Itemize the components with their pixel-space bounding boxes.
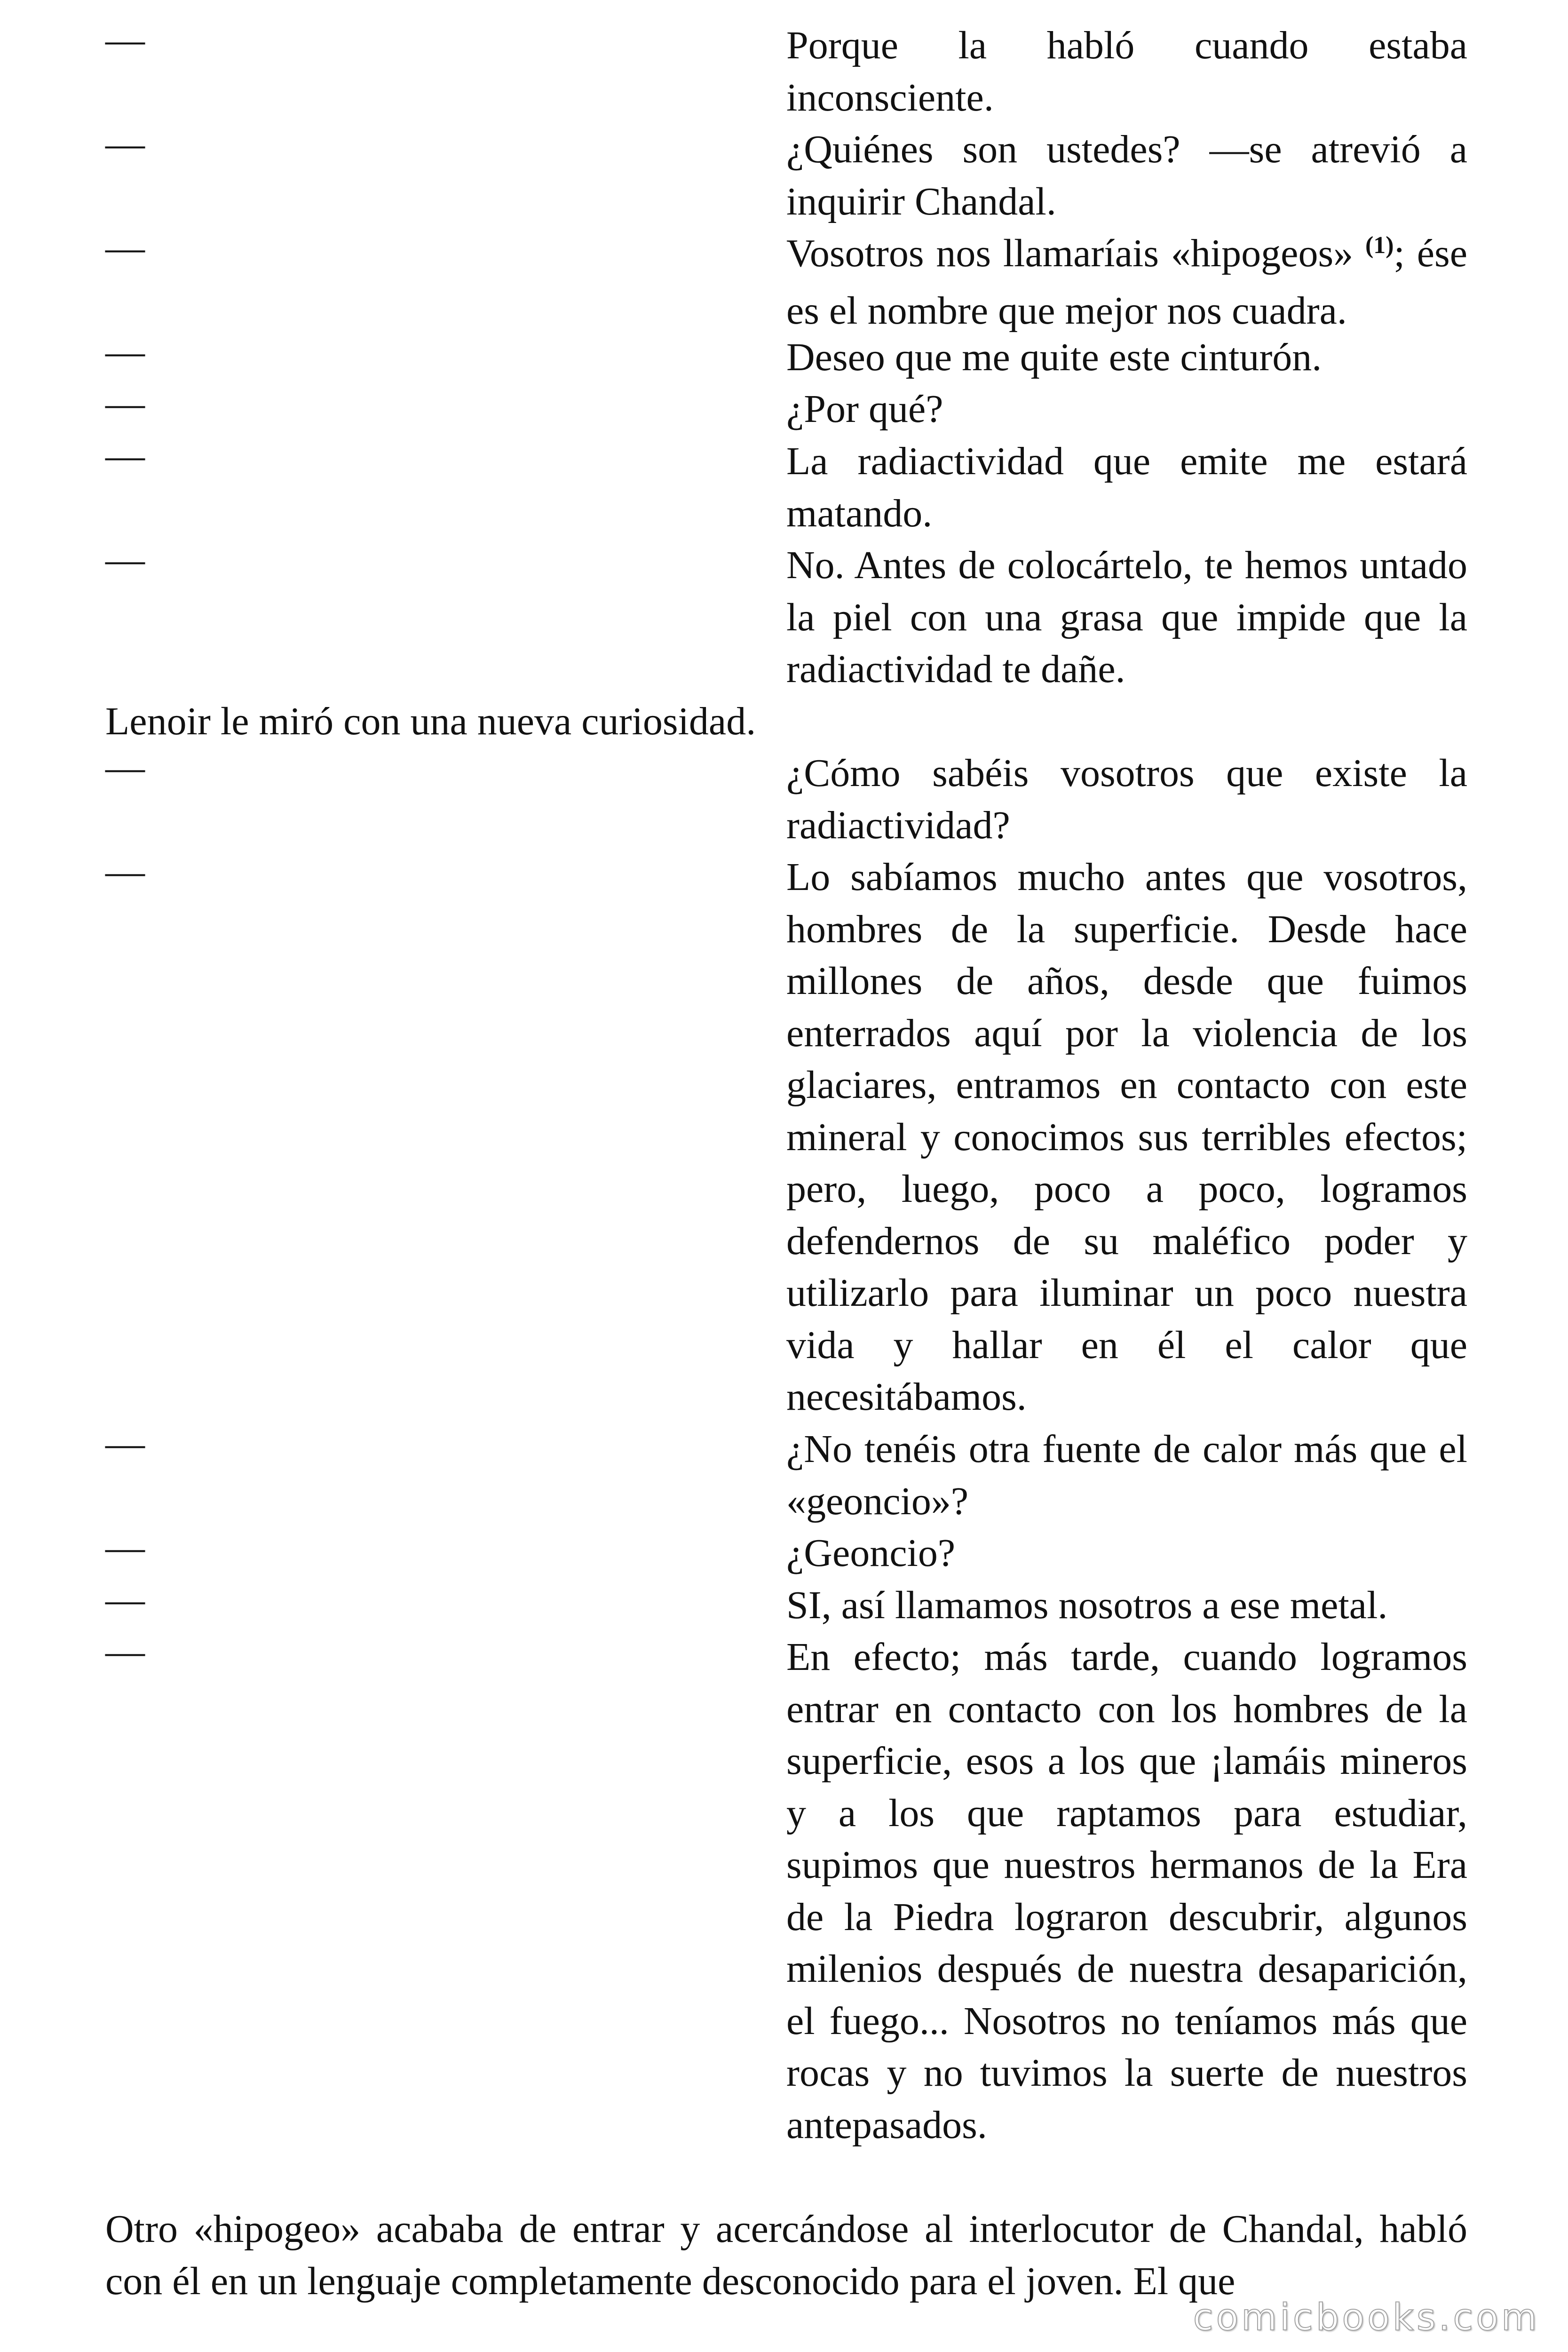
dialogue-dash: — [105,122,145,166]
dialogue-text: ¿Quiénes son ustedes? —se atrevió a inquirir Chandal. [786,127,1467,223]
dialogue-dash: — [105,434,145,477]
dialogue-dash: — [105,381,145,425]
dialogue-text: La radiactividad que emite me estará matando. [786,439,1467,535]
narration-paragraph: Otro «hipogeo» acababa de entrar y acercándose al interlocutor de Chandal, habló con él en un lenguaje completamente desconocido para el joven. El que [105,2207,1467,2303]
dialogue-dash: — [105,538,145,581]
dialogue-text: ¿No tenéis otra fuente de calor más que el «geoncio»? [786,1427,1467,1523]
dialogue-dash: — [105,1629,145,1673]
dialogue-text: SI, así llamamos nosotros a ese metal. [786,1583,1388,1627]
dialogue-text: ¿Por qué? [786,387,943,431]
dialogue-dash: — [105,18,145,62]
dialogue-text: En efecto; más tarde, cuando logramos entrar en contacto con los hombres de la superficie, esos a los que ¡lamáis mineros y a los que raptamos para estudiar, supimos que nuestros hermanos de la Era de la Piedra lograron descubrir, algunos milenios después de nuestra desaparición, el fuego... Nosotros no teníamos más que rocas y no tuvimos la suerte de nuestros antepasados. [786,1635,1467,2147]
dialogue-text: Porque la habló cuando estaba inconsciente. [786,24,1467,119]
dialogue-dash: — [105,1578,145,1621]
dialogue-text: Lo sabíamos mucho antes que vosotros, hombres de la superficie. Desde hace millones de años, desde que fuimos enterrados aquí por la violencia de los glaciares, entramos en contacto con este mineral y conocimos sus terribles efectos; pero, luego, poco a poco, logramos defendernos de su maléfico poder y utilizarlo para iluminar un poco nuestra vida y hallar en él el calor que necesitábamos. [786,855,1467,1419]
dialogue-dash: — [105,1422,145,1465]
dialogue-text [786,228,1467,337]
footnote-marker: (1) [1365,232,1394,259]
dialogue-dash: — [105,330,145,373]
dialogue-text-part: ; ése es el nombre que mejor nos cuadra. [786,231,1467,333]
dialogue-text-part: Vosotros nos llamaríais «hipogeos» [786,231,1365,275]
dialogue-dash: — [105,850,145,893]
dialogue-dash: — [105,746,145,789]
dialogue-text: No. Antes de colocártelo, te hemos untado la piel con una grasa que impide que la radiactividad te dañe. [786,543,1467,691]
dialogue-dash: — [105,1526,145,1569]
watermark-logo: comicbooks.com [1193,2296,1540,2339]
dialogue-text: Deseo que me quite este cinturón. [786,335,1322,379]
dialogue-text: ¿Geoncio? [786,1531,956,1575]
narration-paragraph: Lenoir le miró con una nueva curiosidad. [105,699,756,743]
dialogue-text: ¿Cómo sabéis vosotros que existe la radiactividad? [786,751,1467,847]
dialogue-dash: — [105,226,145,270]
